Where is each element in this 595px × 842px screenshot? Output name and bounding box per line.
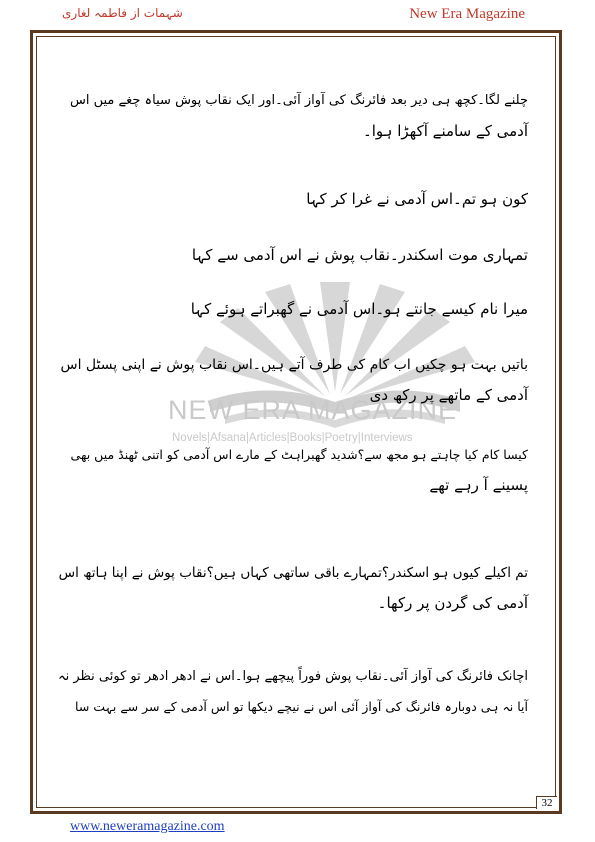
text-line: آدمی کے سامنے آکھڑا ہوا۔ <box>362 122 528 140</box>
watermark-subtitle: Novels|Afsana|Articles|Books|Poetry|Interviews <box>172 432 413 444</box>
text-line: پسینے آ رہے تھے <box>429 476 528 494</box>
text-line: کیسا کام کیا چاہتے ہو مجھ سے؟شدید گھبراہٹ کے مارے اس آدمی کو اتنی ٹھنڈ میں بھی <box>70 447 528 462</box>
watermark-title: NEW ERA MAGAZINE <box>168 395 458 425</box>
page-number: 32 <box>536 796 557 809</box>
text-line: اچانک فائرنگ کی آواز آئی۔نقاب پوش فوراً پیچھے ہوا۔اس نے ادھر ادھر تو کوئی نظر نہ <box>57 669 528 684</box>
text-line: آدمی کے ماتھے پر رکھ دی <box>369 386 528 404</box>
paragraph <box>58 240 528 270</box>
header-magazine-name: New Era Magazine <box>409 6 525 22</box>
text-line: باتیں بہت ہو چکیں اب کام کی طرف آتے ہیں۔اس نقاب پوش نے اپنی پسٹل اس <box>60 357 528 373</box>
paragraph <box>58 86 528 146</box>
paragraph <box>58 558 528 618</box>
footer-website-link[interactable]: www.neweramagazine.com <box>70 819 225 834</box>
paragraph <box>58 350 528 410</box>
text-line: آدمی کی گردن پر رکھا۔ <box>377 594 528 612</box>
text-line: تمہاری موت اسکندر۔نقاب پوش نے اس آدمی سے کہا <box>191 246 528 264</box>
paragraph <box>58 184 528 214</box>
text-line: میرا نام کیسے جانتے ہو۔اس آدمی نے گھبراتے ہوئے کہا <box>190 300 528 318</box>
text-line: تم اکیلے کیوں ہو اسکندر؟تمہارے باقی ساتھی کہاں ہیں؟نقاب پوش نے اپنا ہاتھ اس <box>58 565 528 581</box>
paragraph <box>58 294 528 324</box>
header-author-title: شہمات از فاطمہ لغاری <box>62 6 183 20</box>
paragraph <box>58 662 528 722</box>
text-line: چلنے لگا۔کچھ ہی دیر بعد فائرنگ کی آواز آئی۔اور ایک نقاب پوش سیاہ چغے میں اس <box>69 93 528 108</box>
text-line: کون ہو تم۔اس آدمی نے غرا کر کہا <box>306 190 528 208</box>
text-line: آیا نہ ہی دوبارہ فائرنگ کی آواز آئی اس نے نیچے دیکھا تو اس آدمی کے سر سے بہت سا <box>75 699 528 714</box>
paragraph <box>58 440 528 500</box>
